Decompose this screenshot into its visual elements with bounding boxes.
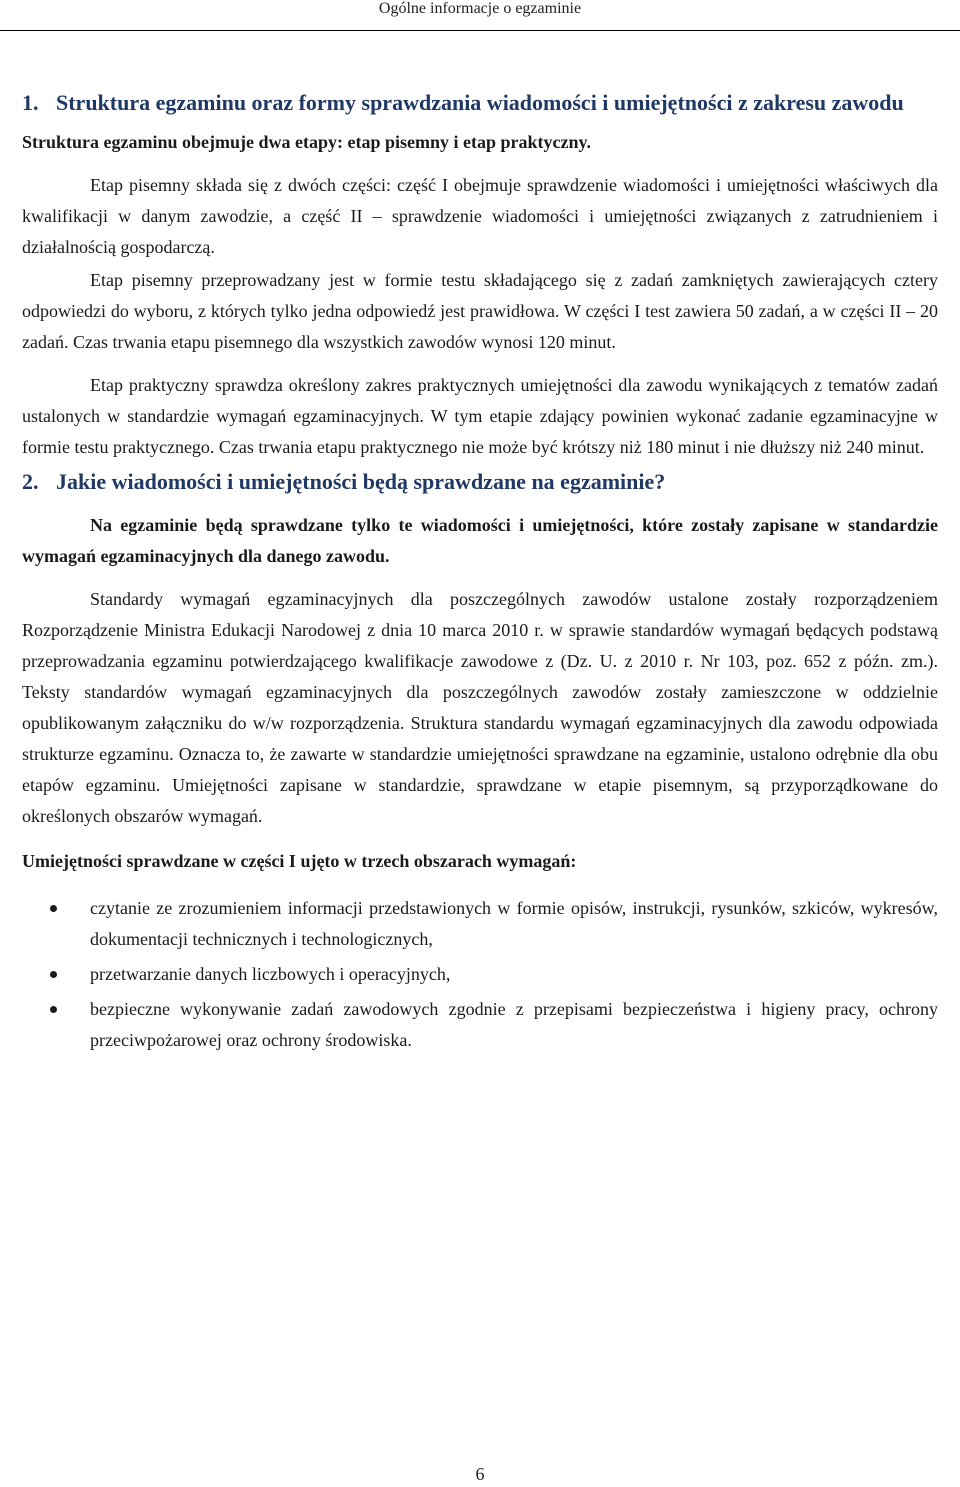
section-1-paragraph-3: Etap praktyczny sprawdza określony zakres praktycznych umiejętności dla zawodu wynikających z tematów zadań ustalonych w standardzie wymagań egzaminacyjnych. W tym etapie zdający powinien wykonać zadanie egzaminacyjne w formie testu praktycznego. Czas trwania etapu praktycznego nie może być krótszy niż 180 minut i nie dłuższy niż 240 minut. bbox=[22, 375, 938, 457]
section-2-number: 2. bbox=[22, 469, 39, 494]
section-1-number: 1. bbox=[22, 90, 39, 115]
running-header bbox=[0, 0, 960, 31]
section-2-heading bbox=[22, 463, 938, 500]
section-1-heading bbox=[22, 84, 938, 121]
section-2-title: Jakie wiadomości i umiejętności będą sprawdzane na egzaminie? bbox=[56, 469, 666, 494]
list-item bbox=[22, 959, 938, 990]
list-item-text: bezpieczne wykonywanie zadań zawodowych zgodnie z przepisami bezpieczeństwa i higieny pracy, ochrony przeciwpożarowej oraz ochrony środowiska. bbox=[90, 999, 938, 1050]
requirements-list bbox=[22, 893, 938, 1056]
list-item-text: czytanie ze zrozumieniem informacji przedstawionych w formie opisów, instrukcji, rysunków, szkiców, wykresów, dokumentacji technicznych i technologicznych, bbox=[90, 898, 938, 949]
list-item bbox=[22, 893, 938, 955]
page-content bbox=[22, 84, 938, 1060]
page-number: 6 bbox=[475, 1464, 485, 1484]
bullet-icon bbox=[50, 905, 57, 912]
section-1-title: Struktura egzaminu oraz formy sprawdzania wiadomości i umiejętności z zakresu zawodu bbox=[56, 90, 904, 115]
bullet-icon bbox=[50, 1006, 57, 1013]
section-1-lead: Struktura egzaminu obejmuje dwa etapy: etap pisemny i etap praktyczny. bbox=[22, 132, 591, 152]
section-2-paragraph-1: Standardy wymagań egzaminacyjnych dla poszczególnych zawodów ustalone zostały rozporządzeniem Rozporządzenie Ministra Edukacji Narodowej z dnia 10 marca 2010 r. w sprawie standardów wymagań będących podstawą przeprowadzania egzaminu potwierdzającego kwalifikacje zawodowe z (Dz. U. z 2010 r. Nr 103, poz. 652 z późn. zm.). Teksty standardów wymagań egzaminacyjnych dla poszczególnych zawodów zostały zamieszczone w oddzielnie opublikowanym załączniku do w/w rozporządzenia. Struktura standardu wymagań egzaminacyjnych dla zawodu odpowiada strukturze egzaminu. Oznacza to, że zawarte w standardzie umiejętności sprawdzane na egzaminie, ustalono odrębnie dla obu etapów egzaminu. Umiejętności zapisane w standardzie, sprawdzane w etapie pisemnym, są przyporządkowane do określonych obszarów wymagań. bbox=[22, 589, 938, 826]
requirements-list-heading: Umiejętności sprawdzane w części I ujęto w trzech obszarach wymagań: bbox=[22, 851, 577, 871]
section-1-paragraph-1: Etap pisemny składa się z dwóch części: część I obejmuje sprawdzenie wiadomości i umiejętności właściwych dla kwalifikacji w danym zawodzie, a część II – sprawdzenie wiadomości i umiejętności związanych z zatrudnieniem i działalnością gospodarczą. bbox=[22, 175, 938, 257]
list-item bbox=[22, 994, 938, 1056]
bullet-icon bbox=[50, 971, 57, 978]
section-2-lead: Na egzaminie będą sprawdzane tylko te wiadomości i umiejętności, które zostały zapisane w standardzie wymagań egzaminacyjnych dla danego zawodu. bbox=[22, 515, 938, 566]
running-header-title: Ogólne informacje o egzaminie bbox=[378, 0, 582, 17]
list-item-text: przetwarzanie danych liczbowych i operacyjnych, bbox=[90, 964, 451, 984]
section-1-paragraph-2: Etap pisemny przeprowadzany jest w formie testu składającego się z zadań zamkniętych zawierających cztery odpowiedzi do wyboru, z których tylko jedna odpowiedź jest prawidłowa. W części I test zawiera 50 zadań, a w części II – 20 zadań. Czas trwania etapu pisemnego dla wszystkich zawodów wynosi 120 minut. bbox=[22, 270, 938, 352]
